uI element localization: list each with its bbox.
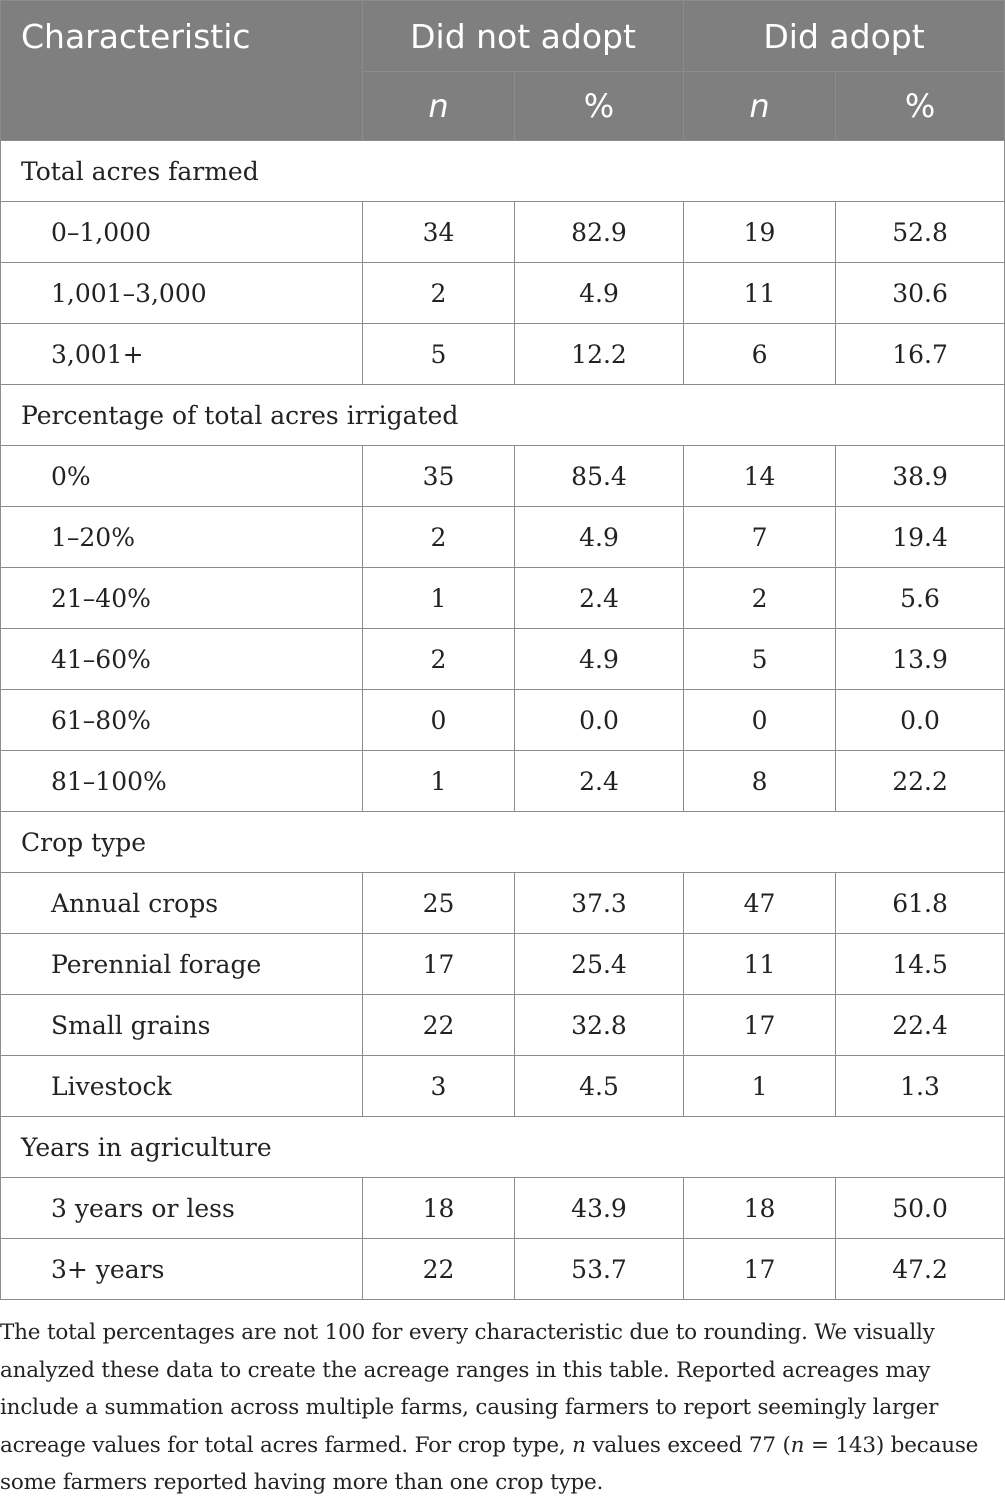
cell-adopt-n: 18 xyxy=(684,1178,836,1239)
section-title: Years in agriculture xyxy=(1,1117,1005,1178)
table-row xyxy=(1,324,1005,385)
cell-adopt-n: 7 xyxy=(684,507,836,568)
cell-adopt-n: 11 xyxy=(684,934,836,995)
cell-not-adopt-n: 35 xyxy=(363,446,515,507)
section-title: Total acres farmed xyxy=(1,141,1005,202)
cell-not-adopt-n: 1 xyxy=(363,568,515,629)
cell-adopt-n: 14 xyxy=(684,446,836,507)
cell-adopt-n: 19 xyxy=(684,202,836,263)
cell-not-adopt-pct: 2.4 xyxy=(515,568,684,629)
table-row xyxy=(1,507,1005,568)
cell-not-adopt-pct: 4.9 xyxy=(515,263,684,324)
section-row xyxy=(1,141,1005,202)
table-row xyxy=(1,1178,1005,1239)
cell-not-adopt-pct: 53.7 xyxy=(515,1239,684,1300)
cell-not-adopt-n: 34 xyxy=(363,202,515,263)
section-title: Crop type xyxy=(1,812,1005,873)
table-row xyxy=(1,873,1005,934)
cell-not-adopt-pct: 25.4 xyxy=(515,934,684,995)
cell-adopt-n: 47 xyxy=(684,873,836,934)
cell-not-adopt-n: 3 xyxy=(363,1056,515,1117)
cell-not-adopt-pct: 2.4 xyxy=(515,751,684,812)
cell-not-adopt-pct: 4.9 xyxy=(515,629,684,690)
cell-adopt-n: 2 xyxy=(684,568,836,629)
header-did-adopt: Did adopt xyxy=(684,1,1005,72)
cell-not-adopt-n: 1 xyxy=(363,751,515,812)
cell-adopt-pct: 61.8 xyxy=(836,873,1005,934)
cell-not-adopt-pct: 4.5 xyxy=(515,1056,684,1117)
row-label: 0% xyxy=(1,446,363,507)
cell-not-adopt-n: 2 xyxy=(363,507,515,568)
header-not-adopt-n: n xyxy=(363,72,515,141)
section-row xyxy=(1,812,1005,873)
section-row xyxy=(1,1117,1005,1178)
row-label: Livestock xyxy=(1,1056,363,1117)
footnote-text-3: = 143) because some farmers reported having more than one crop type. xyxy=(0,1432,979,1495)
cell-not-adopt-n: 22 xyxy=(363,995,515,1056)
cell-not-adopt-n: 2 xyxy=(363,263,515,324)
table-footnote xyxy=(0,1314,1005,1502)
cell-adopt-pct: 0.0 xyxy=(836,690,1005,751)
footnote-text-1: The total percentages are not 100 for every characteristic due to rounding. We visually analyzed these data to create the acreage ranges in this table. Reported acreages may include a summation across multiple farms, causing farmers to report seemingly larger acreage values for total acres farmed. For crop type, xyxy=(0,1320,939,1458)
row-label: 61–80% xyxy=(1,690,363,751)
cell-not-adopt-pct: 32.8 xyxy=(515,995,684,1056)
footnote-n-symbol: n xyxy=(790,1432,805,1458)
row-label: 1–20% xyxy=(1,507,363,568)
cell-adopt-n: 11 xyxy=(684,263,836,324)
cell-adopt-n: 17 xyxy=(684,995,836,1056)
cell-not-adopt-n: 25 xyxy=(363,873,515,934)
table-row xyxy=(1,263,1005,324)
table-row xyxy=(1,202,1005,263)
cell-adopt-pct: 13.9 xyxy=(836,629,1005,690)
header-adopt-pct: % xyxy=(836,72,1005,141)
table-row xyxy=(1,629,1005,690)
header-adopt-n: n xyxy=(684,72,836,141)
cell-adopt-pct: 30.6 xyxy=(836,263,1005,324)
cell-not-adopt-pct: 85.4 xyxy=(515,446,684,507)
section-title: Percentage of total acres irrigated xyxy=(1,385,1005,446)
cell-adopt-n: 17 xyxy=(684,1239,836,1300)
cell-adopt-n: 5 xyxy=(684,629,836,690)
cell-adopt-pct: 22.4 xyxy=(836,995,1005,1056)
row-label: 3 years or less xyxy=(1,1178,363,1239)
table-row xyxy=(1,751,1005,812)
cell-adopt-pct: 47.2 xyxy=(836,1239,1005,1300)
cell-adopt-pct: 50.0 xyxy=(836,1178,1005,1239)
cell-not-adopt-n: 18 xyxy=(363,1178,515,1239)
cell-adopt-pct: 52.8 xyxy=(836,202,1005,263)
table-row xyxy=(1,995,1005,1056)
cell-not-adopt-pct: 4.9 xyxy=(515,507,684,568)
row-label: Annual crops xyxy=(1,873,363,934)
cell-adopt-n: 0 xyxy=(684,690,836,751)
cell-not-adopt-n: 5 xyxy=(363,324,515,385)
footnote-n-symbol: n xyxy=(572,1432,586,1458)
row-label: 3+ years xyxy=(1,1239,363,1300)
cell-adopt-pct: 19.4 xyxy=(836,507,1005,568)
cell-adopt-pct: 38.9 xyxy=(836,446,1005,507)
row-label: 1,001–3,000 xyxy=(1,263,363,324)
row-label: 3,001+ xyxy=(1,324,363,385)
row-label: Small grains xyxy=(1,995,363,1056)
cell-adopt-pct: 16.7 xyxy=(836,324,1005,385)
table-row xyxy=(1,934,1005,995)
row-label: Perennial forage xyxy=(1,934,363,995)
section-row xyxy=(1,385,1005,446)
table-row xyxy=(1,568,1005,629)
cell-adopt-pct: 5.6 xyxy=(836,568,1005,629)
header-not-adopt-pct: % xyxy=(515,72,684,141)
table-row xyxy=(1,690,1005,751)
cell-adopt-n: 1 xyxy=(684,1056,836,1117)
table-header xyxy=(1,1,1005,141)
row-label: 21–40% xyxy=(1,568,363,629)
cell-not-adopt-n: 22 xyxy=(363,1239,515,1300)
header-did-not-adopt: Did not adopt xyxy=(363,1,684,72)
cell-not-adopt-pct: 12.2 xyxy=(515,324,684,385)
table-row xyxy=(1,446,1005,507)
cell-not-adopt-pct: 0.0 xyxy=(515,690,684,751)
table-row xyxy=(1,1239,1005,1300)
cell-adopt-n: 8 xyxy=(684,751,836,812)
row-label: 41–60% xyxy=(1,629,363,690)
cell-adopt-n: 6 xyxy=(684,324,836,385)
table-row xyxy=(1,1056,1005,1117)
cell-not-adopt-pct: 82.9 xyxy=(515,202,684,263)
cell-not-adopt-pct: 43.9 xyxy=(515,1178,684,1239)
row-label: 0–1,000 xyxy=(1,202,363,263)
row-label: 81–100% xyxy=(1,751,363,812)
cell-adopt-pct: 14.5 xyxy=(836,934,1005,995)
cell-not-adopt-n: 2 xyxy=(363,629,515,690)
table-body xyxy=(1,141,1005,1300)
footnote-text-2: values exceed 77 ( xyxy=(585,1432,791,1458)
cell-not-adopt-pct: 37.3 xyxy=(515,873,684,934)
cell-adopt-pct: 22.2 xyxy=(836,751,1005,812)
cell-not-adopt-n: 0 xyxy=(363,690,515,751)
cell-not-adopt-n: 17 xyxy=(363,934,515,995)
cell-adopt-pct: 1.3 xyxy=(836,1056,1005,1117)
header-characteristic: Characteristic xyxy=(1,1,363,141)
